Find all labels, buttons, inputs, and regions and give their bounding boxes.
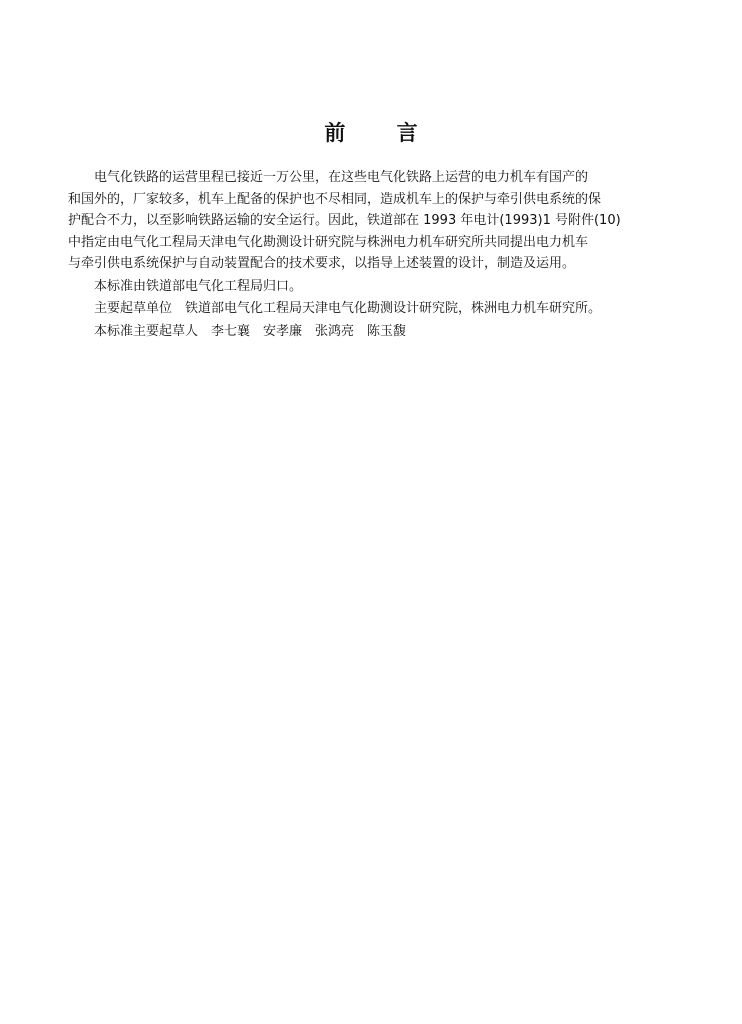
paragraph-line: 护配合不力，以至影响铁路运输的安全运行。因此，铁道部在 1993 年电计(1993)1 号附件(10) xyxy=(68,213,621,228)
foreword-body xyxy=(68,167,676,342)
paragraph-line: 和国外的，厂家较多，机车上配备的保护也不尽相同，造成机车上的保护与牵引供电系统的保 xyxy=(68,191,602,207)
drafters-statement: 本标准主要起草人 李七襄 安孝廉 张鸿亮 陈玉馥 xyxy=(94,323,407,339)
drafting-units-statement: 主要起草单位 铁道部电气化工程局天津电气化勘测设计研究院，株洲电力机车研究所。 xyxy=(94,301,602,316)
paragraph-line: 电气化铁路的运营里程已接近一万公里，在这些电气化铁路上运营的电力机车有国产的 xyxy=(94,170,589,185)
managing-unit-statement: 本标准由铁道部电气化工程局归口。 xyxy=(94,278,303,294)
page-title: 前 言 xyxy=(324,121,440,145)
paragraph-line: 与牵引供电系统保护与自动装置配合的技术要求，以指导上述装置的设计，制造及运用。 xyxy=(68,256,576,271)
paragraph-line: 中指定由电气化工程局天津电气化勘测设计研究院与株洲电力机车研究所共同提出电力机车 xyxy=(68,234,589,250)
